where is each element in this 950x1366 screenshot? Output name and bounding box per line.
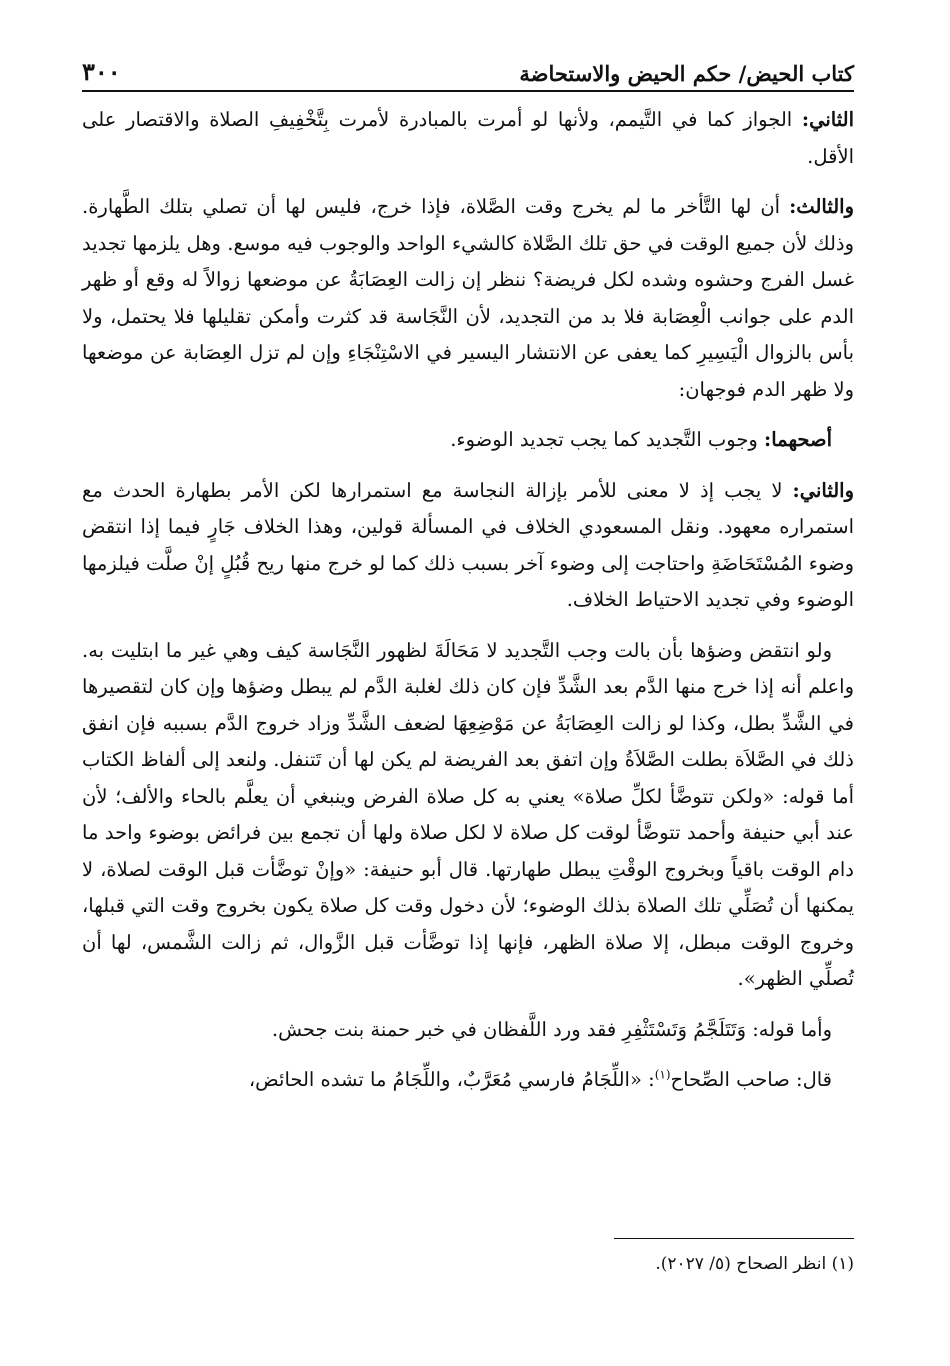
running-title: كتاب الحيض/ حكم الحيض والاستحاضة bbox=[519, 61, 854, 86]
paragraph-text: أن لها التَّأخر ما لم يخرج وقت الصَّلاة، فإذا خرج، فليس لها أن تصلي بتلك الطَّهارة. وذلك لأن جميع الوقت في حق تلك الصَّلاة كالشيء الواحد والوجوب فيه موسع. وهل يلزمها تجديد غسل الفرج وحشوه وشده لكل فريضة؟ ننظر إن زالت العِصَابَةُ عن موضعها زوالاً له وقع أو ظهر الدم على جوانب الْعِصَابة فلا بد من التجديد، لأن النَّجَاسة قد كثرت وأمكن تقليلها فلا يحتمل، ولا بأس بالزوال الْيَسِيرِ كما يعفى عن الانتشار اليسير في الاسْتِنْجَاءِ وإن لم تزل العِصَابة عن موضعها ولا ظهر الدم فوجهان: bbox=[82, 195, 854, 401]
paragraph-sihah-quote bbox=[82, 1062, 854, 1099]
paragraph-lead: والثالث: bbox=[789, 195, 854, 218]
book-page bbox=[82, 40, 854, 1113]
paragraph-ablution bbox=[82, 633, 854, 998]
page-number: ٣٠٠ bbox=[82, 57, 121, 86]
paragraph-hamna-hadith bbox=[82, 1012, 854, 1049]
paragraph-text: قال: صاحب الصِّحاح bbox=[670, 1068, 832, 1091]
paragraph-most-correct bbox=[82, 422, 854, 459]
footnote-text: (١) انظر الصحاح (٥/ ٢٠٢٧). bbox=[655, 1254, 854, 1274]
footnotes bbox=[82, 1238, 854, 1277]
paragraph-text: لا يجب إذ لا معنى للأمر بإزالة النجاسة مع استمرارها لكن الأمر بطهارة الحدث مع استمراره معهود. ونقل المسعودي الخلاف في المسألة قولين، وهذا الخلاف جَارٍ فيما إذا انتقض وضوء المُسْتَحَاضَةِ واحتاجت إلى وضوء آخر بسبب ذلك كما لو خرج منها ريح قُبُلٍ إنْ صلَّت فيلزمها الوضوء وفي تجديد الاحتياط الخلاف. bbox=[81, 478, 854, 611]
paragraph-lead: الثاني: bbox=[801, 108, 854, 131]
running-header bbox=[82, 40, 854, 86]
paragraph-text: الجواز كما في التَّيمم، ولأنها لو أمرت بالمبادرة لأمرت بِتَّخْفِيفِ الصلاة والاقتصار على الأقل. bbox=[82, 108, 854, 168]
paragraph-text: ولو انتقض وضؤها بأن بالت وجب التَّجديد لا مَحَالَةَ لظهور النَّجَاسة كيف وهي غير ما ابتليت به. واعلم أنه إذا خرج منها الدَّم بعد الشَّدِّ فإن كان ذلك لغلبة الدَّم لم يبطل وضؤها وإن كان لتقصيرها في الشَّدِّ بطل، وكذا لو زالت العِصَابَةُ عن مَوْضِعِهَا لضعف الشَّدِّ وزاد خروج الدَّم بسببه فإن انفق ذلك في الصَّلاَة بطلت الصَّلاَةُ وإن اتفق بعد الفريضة لم يكن لها أن تَتنفل. ولنعد إلى ألفاظ الكتاب أما قوله: «ولكن تتوضَّأ لكلِّ صلاة» يعني به كل صلاة الفرض وينبغي أن يعلَّم بالحاء والألف؛ لأن عند أبي حنيفة وأحمد تتوضَّأ لوقت كل صلاة لا لكل صلاة ولها أن تجمع بين فرائض بوضوء واحد ما دام الوقت باقياً وبخروج الوقْتِ يبطل طهارتها. قال أبو حنيفة: «وإنْ توضَّأت قبل الوقت لصلاة، لا يمكنها أن تُصَلِّي تلك الصلاة بذلك الوضوء؛ لأن دخول وقت كل صلاة يكون بخروج وقت التي قبلها، وخروج الوقت مبطل، إلا صلاة الظهر، فإنها إذا توضَّأت قبل الزَّوال، ثم زالت الشَّمس، لها أن تُصلِّي الظهر». bbox=[82, 638, 854, 990]
main-text bbox=[82, 102, 854, 1099]
paragraph-second-view bbox=[82, 102, 854, 175]
paragraph-text: وجوب التَّجديد كما يجب تجديد الوضوء. bbox=[450, 428, 765, 451]
paragraph-third-view bbox=[82, 189, 854, 408]
paragraph-text-continued: : «اللِّجَامُ فارسي مُعَرَّبٌ، واللِّجَامُ ما تشده الحائض، bbox=[248, 1068, 655, 1091]
paragraph-text: وأما قوله: وَتَتَلَجَّمُ وَتَسْتَثْفِرِ فقد ورد اللَّفظان في خبر حمنة بنت جحش. bbox=[271, 1017, 832, 1041]
paragraph-lead: أصحهما: bbox=[764, 428, 832, 451]
paragraph-lead: والثاني: bbox=[792, 478, 854, 502]
paragraph-second-opinion bbox=[82, 473, 854, 619]
footnote-divider bbox=[614, 1238, 854, 1239]
footnote-reference[interactable]: (١) bbox=[654, 1067, 671, 1082]
header-divider bbox=[82, 90, 854, 92]
